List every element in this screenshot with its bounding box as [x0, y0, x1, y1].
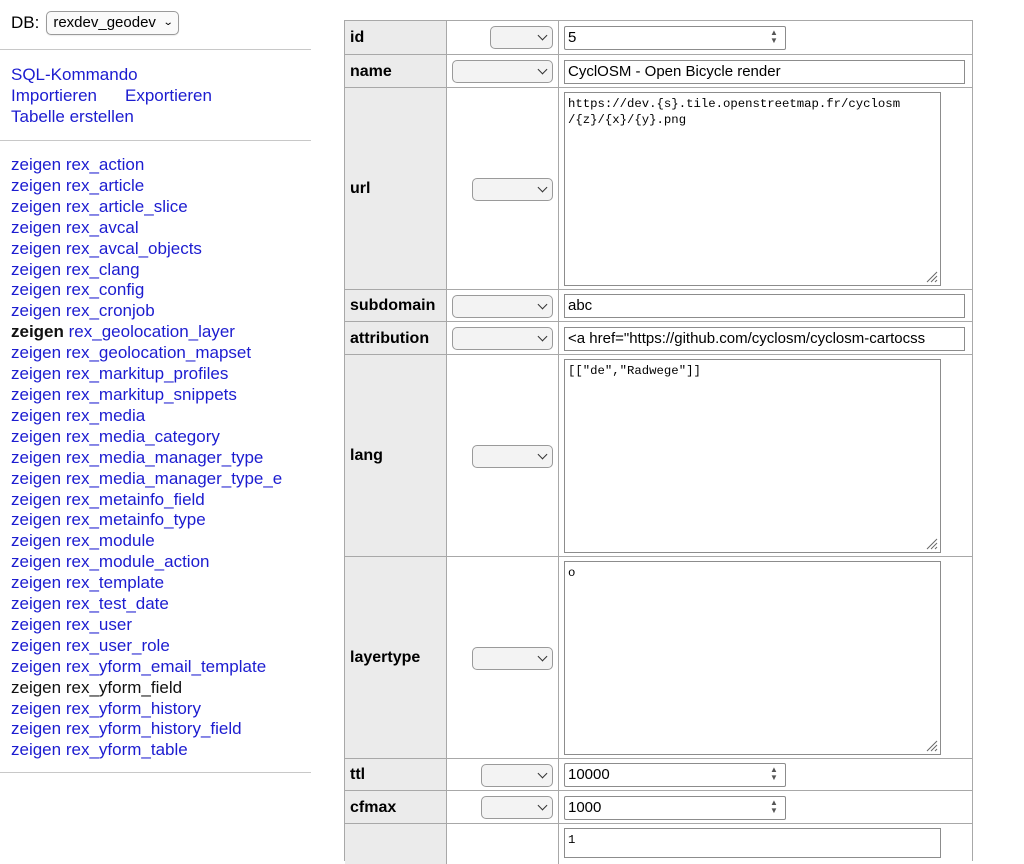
text-input[interactable]	[564, 60, 965, 84]
table-name-link[interactable]: rex_template	[65, 573, 165, 593]
show-table-link[interactable]: zeigen	[11, 573, 62, 593]
table-list-item	[11, 615, 312, 636]
operator-select[interactable]	[472, 647, 553, 670]
input-value: CyclOSM - Open Bicycle render	[568, 63, 781, 80]
table-name-link[interactable]: rex_yform_field	[65, 677, 183, 697]
field-textarea[interactable]	[564, 561, 941, 755]
value-cell	[559, 21, 972, 54]
show-table-link[interactable]: zeigen	[11, 175, 62, 195]
field-row	[345, 790, 972, 824]
table-list-item	[11, 552, 312, 573]
chevron-down-icon	[538, 300, 548, 310]
show-table-link[interactable]: zeigen	[11, 155, 62, 174]
show-table-link[interactable]: zeigen	[11, 698, 62, 718]
table-name-link[interactable]: rex_clang	[65, 259, 140, 279]
value-cell	[559, 824, 972, 864]
operator-select[interactable]	[490, 26, 553, 49]
value-cell	[559, 557, 972, 759]
divider	[0, 140, 311, 141]
table-list-item	[11, 448, 312, 469]
input-value: 5	[568, 29, 577, 46]
table-list-item	[11, 260, 312, 281]
table-name-link[interactable]: rex_avcal_objects	[65, 238, 202, 258]
show-table-link[interactable]: zeigen	[11, 322, 64, 342]
show-table-link[interactable]: zeigen	[11, 552, 62, 572]
field-name: lang	[345, 355, 447, 557]
show-table-link[interactable]: zeigen	[11, 280, 62, 300]
table-list-item	[11, 594, 312, 615]
table-list-item	[11, 197, 312, 218]
table-name-link[interactable]: rex_module_action	[65, 552, 210, 572]
table-list-item	[11, 469, 312, 490]
input-value: <a href="https://github.com/cyclosm/cyclosm-cartocss	[568, 330, 926, 347]
table-name-link[interactable]: rex_media_category	[65, 426, 220, 446]
text-input[interactable]	[564, 327, 965, 351]
field-textarea[interactable]	[564, 359, 941, 553]
table-name-link[interactable]: rex_metainfo_field	[65, 489, 205, 509]
number-input[interactable]	[564, 796, 786, 820]
chevron-down-icon	[538, 183, 548, 193]
show-table-link[interactable]: zeigen	[11, 656, 62, 676]
table-name-link[interactable]: rex_article_slice	[65, 196, 188, 216]
show-table-link[interactable]: zeigen	[11, 719, 62, 739]
operator-select[interactable]	[472, 178, 553, 201]
resize-grip-icon[interactable]	[926, 538, 938, 550]
field-row	[345, 21, 972, 54]
operator-select[interactable]	[452, 60, 553, 83]
table-list-item	[11, 573, 312, 594]
show-table-link[interactable]: zeigen	[11, 489, 62, 509]
value-cell	[559, 88, 972, 290]
show-table-link[interactable]: zeigen	[11, 740, 62, 760]
table-name-link[interactable]: rex_geolocation_layer	[68, 322, 235, 342]
table-name-link[interactable]: rex_user_role	[65, 635, 170, 655]
operator-cell	[448, 21, 559, 54]
table-name-link[interactable]: rex_yform_table	[65, 740, 188, 760]
show-table-link[interactable]: zeigen	[11, 217, 62, 237]
field-textarea[interactable]	[564, 828, 941, 858]
table-name-link[interactable]: rex_media_manager_type_e	[65, 468, 283, 488]
chevron-down-icon	[538, 652, 548, 662]
table-list-item	[11, 510, 312, 531]
field-name	[345, 824, 447, 864]
show-table-link[interactable]: zeigen	[11, 447, 62, 467]
show-table-link[interactable]: zeigen	[11, 343, 62, 363]
value-cell	[559, 290, 972, 322]
textarea-value: 1	[568, 833, 576, 847]
import-link[interactable]: Importieren	[11, 86, 97, 105]
field-row	[345, 556, 972, 759]
field-row	[345, 87, 972, 290]
show-table-link[interactable]: zeigen	[11, 594, 62, 614]
number-input[interactable]	[564, 26, 786, 50]
operator-select[interactable]	[481, 796, 553, 819]
table-list-item	[11, 678, 312, 699]
nav-links	[11, 64, 212, 127]
sql-command-link[interactable]: SQL-Kommando	[11, 65, 138, 84]
table-name-link[interactable]: rex_yform_history	[65, 698, 201, 718]
show-table-link[interactable]: zeigen	[11, 196, 62, 216]
textarea-value: o	[568, 566, 576, 580]
operator-select[interactable]	[472, 445, 553, 468]
db-select[interactable]	[46, 11, 179, 35]
show-table-link[interactable]: zeigen	[11, 238, 62, 258]
table-list-item	[11, 699, 312, 720]
operator-cell	[448, 88, 559, 290]
spinner-arrows-icon[interactable]: ▲ ▼	[770, 28, 778, 45]
divider	[0, 772, 311, 773]
chevron-down-icon	[538, 801, 548, 811]
db-selector-row	[11, 11, 179, 35]
show-table-link[interactable]: zeigen	[11, 301, 62, 321]
table-list-item	[11, 364, 312, 385]
table-name-link[interactable]: rex_yform_history_field	[65, 719, 242, 739]
operator-cell	[448, 322, 559, 355]
field-name: ttl	[345, 759, 447, 791]
table-name-link[interactable]: rex_markitup_snippets	[65, 384, 237, 404]
operator-cell	[448, 791, 559, 824]
table-name-link[interactable]: rex_module	[65, 531, 155, 551]
show-table-link[interactable]: zeigen	[11, 677, 62, 697]
input-value: abc	[568, 297, 593, 314]
value-cell	[559, 759, 972, 791]
table-name-link[interactable]: rex_cronjob	[65, 301, 155, 321]
table-list-item	[11, 322, 312, 343]
export-link[interactable]: Exportieren	[124, 86, 212, 105]
table-name-link[interactable]: rex_yform_email_template	[65, 656, 267, 676]
table-list-item	[11, 301, 312, 322]
table-list-item	[11, 239, 312, 260]
show-table-link[interactable]: zeigen	[11, 405, 62, 425]
operator-select[interactable]	[452, 295, 553, 318]
show-table-link[interactable]: zeigen	[11, 614, 62, 634]
table-name-link[interactable]: rex_action	[65, 155, 145, 174]
field-name: name	[345, 55, 447, 88]
table-name-link[interactable]: rex_markitup_profiles	[65, 364, 229, 384]
table-list-item	[11, 427, 312, 448]
table-name-link[interactable]: rex_test_date	[65, 594, 169, 614]
number-input[interactable]	[564, 763, 786, 787]
table-name-link[interactable]: rex_media_manager_type	[65, 447, 264, 467]
chevron-down-icon: ⌄	[162, 17, 174, 28]
textarea-value: https://dev.{s}.tile.openstreetmap.fr/cyclosm /{z}/{x}/{y}.png	[568, 97, 901, 127]
field-name: id	[345, 21, 447, 54]
show-table-link[interactable]: zeigen	[11, 259, 62, 279]
record-form-table	[344, 20, 973, 861]
field-name: url	[345, 88, 447, 290]
show-table-link[interactable]: zeigen	[11, 635, 62, 655]
operator-cell	[448, 824, 559, 864]
table-list-item	[11, 657, 312, 678]
chevron-down-icon	[538, 65, 548, 75]
operator-cell	[448, 557, 559, 759]
chevron-down-icon	[538, 31, 548, 41]
operator-cell	[448, 355, 559, 557]
table-name-link[interactable]: rex_avcal	[65, 217, 139, 237]
show-table-link[interactable]: zeigen	[11, 426, 62, 446]
show-table-link[interactable]: zeigen	[11, 384, 62, 404]
spinner-arrows-icon[interactable]: ▲ ▼	[770, 798, 778, 815]
table-name-link[interactable]: rex_config	[65, 280, 145, 300]
table-list-item	[11, 280, 312, 301]
show-table-link[interactable]: zeigen	[11, 468, 62, 488]
operator-cell	[448, 290, 559, 322]
operator-select[interactable]	[452, 327, 553, 350]
chevron-down-icon	[538, 450, 548, 460]
table-name-link[interactable]: rex_user	[65, 614, 132, 634]
db-label: DB:	[11, 13, 40, 32]
value-cell	[559, 791, 972, 824]
input-value: 1000	[568, 799, 602, 816]
value-cell	[559, 355, 972, 557]
field-row	[345, 354, 972, 557]
table-list-item	[11, 531, 312, 552]
field-name: cfmax	[345, 791, 447, 824]
field-name: layertype	[345, 557, 447, 759]
field-name: attribution	[345, 322, 447, 355]
operator-cell	[448, 759, 559, 791]
table-list-item	[11, 385, 312, 406]
table-list-item	[11, 343, 312, 364]
table-name-link[interactable]: rex_geolocation_mapset	[65, 343, 252, 363]
create-table-link[interactable]: Tabelle erstellen	[11, 107, 134, 126]
operator-cell	[448, 55, 559, 88]
table-list-item	[11, 636, 312, 657]
resize-grip-icon[interactable]	[926, 740, 938, 752]
operator-select[interactable]	[481, 764, 553, 787]
chevron-down-icon	[538, 769, 548, 779]
divider	[0, 49, 311, 50]
show-table-link[interactable]: zeigen	[11, 510, 62, 530]
field-textarea[interactable]	[564, 92, 941, 286]
field-row	[345, 823, 972, 864]
table-name-link[interactable]: rex_article	[65, 175, 145, 195]
show-table-link[interactable]: zeigen	[11, 531, 62, 551]
table-list-item	[11, 218, 312, 239]
textarea-value: [["de","Radwege"]]	[568, 364, 701, 378]
field-row	[345, 289, 972, 322]
table-list-item	[11, 740, 312, 761]
value-cell	[559, 322, 972, 355]
field-name: subdomain	[345, 290, 447, 322]
table-name-link[interactable]: rex_metainfo_type	[65, 510, 206, 530]
table-list-item	[11, 719, 312, 740]
resize-grip-icon[interactable]	[926, 271, 938, 283]
table-list	[11, 155, 312, 761]
value-cell	[559, 55, 972, 88]
chevron-down-icon	[538, 332, 548, 342]
show-table-link[interactable]: zeigen	[11, 364, 62, 384]
field-row	[345, 54, 972, 88]
table-list-item	[11, 490, 312, 511]
text-input[interactable]	[564, 294, 965, 318]
table-list-item	[11, 155, 312, 176]
spinner-arrows-icon[interactable]: ▲ ▼	[770, 765, 778, 782]
input-value: 10000	[568, 766, 610, 783]
field-row	[345, 758, 972, 791]
table-list-item	[11, 406, 312, 427]
table-list-item	[11, 176, 312, 197]
table-name-link[interactable]: rex_media	[65, 405, 146, 425]
db-select-value: rexdev_geodev	[53, 14, 156, 31]
field-row	[345, 321, 972, 355]
